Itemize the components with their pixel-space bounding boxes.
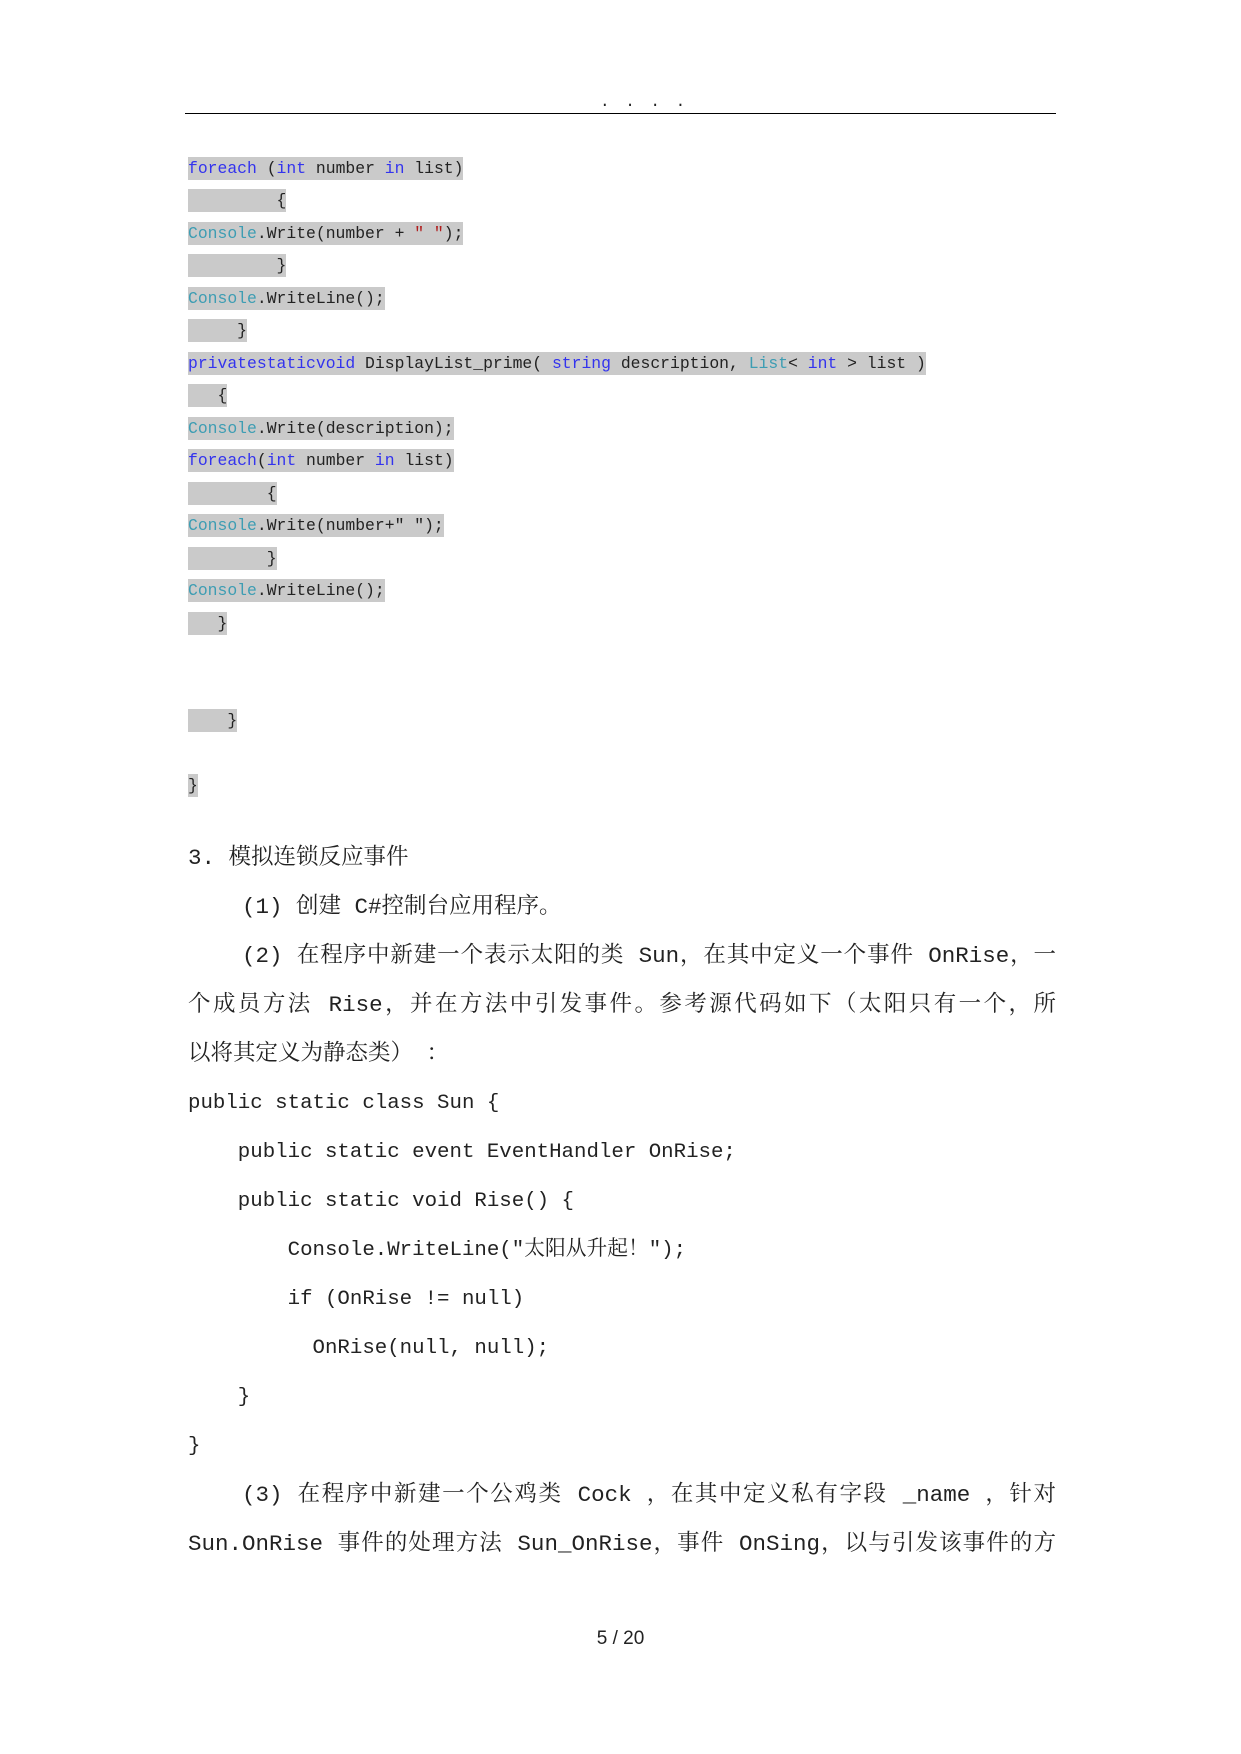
code-token: } [188,321,248,341]
code-line [188,770,1056,803]
code-line [188,250,1056,283]
code-token: int [807,353,838,373]
code-line-highlight [188,319,247,342]
code-line-highlight [188,254,286,277]
step-3-line: Sun.OnRise 事件的处理方法 Sun_OnRise，事件 OnSing，以与引发该事件的方 [188,1531,1056,1557]
section-body [188,834,1056,1569]
code-line-highlight [188,579,385,602]
code-token: " " [414,223,444,243]
code-line: public static event EventHandler OnRise; [188,1141,736,1164]
blank-line [188,737,1056,770]
code-line [188,282,1056,315]
code-token: { [188,191,287,211]
code-token: string [551,353,611,373]
blank-line [188,640,1056,673]
code-line-highlight [188,547,277,570]
code-token: } [188,613,228,633]
code-line-highlight [188,449,454,472]
header-marks: . . . . [600,93,689,111]
code-line [188,607,1056,640]
code-token: list) [394,451,454,471]
code-token: number [296,451,375,471]
sun-class-code [188,1079,1056,1471]
code-token: Console [188,581,257,601]
code-line [188,477,1056,510]
code-line [188,185,1056,218]
code-line-highlight [188,189,286,212]
code-line [188,152,1056,185]
code-token: Console [188,223,257,243]
code-token: DisplayList_prime( [355,353,552,373]
code-token: .Write(number + [256,223,415,243]
code-token: description, [610,353,749,373]
code-line [188,347,1056,380]
code-token: privatestaticvoid [188,353,356,373]
step-3-line: (3) 在程序中新建一个公鸡类 Cock ，在其中定义私有字段 _name ，针对 [242,1482,1056,1508]
code-token: } [188,776,198,796]
step-2-line: 个成员方法 Rise，并在方法中引发事件。参考源代码如下（太阳只有一个，所 [188,992,1056,1018]
code-token: number [306,158,385,178]
code-token: } [188,256,287,276]
code-token: .WriteLine(); [256,288,385,308]
code-line [188,575,1056,608]
code-line-highlight [188,482,277,505]
code-line: public static void Rise() { [188,1190,575,1213]
code-line: public static class Sun { [188,1092,500,1115]
step-1-text: (1) 创建 C#控制台应用程序。 [242,894,562,920]
code-line [188,705,1056,738]
code-token: .Write(description); [256,418,454,438]
code-token: Console [188,418,257,438]
code-line-highlight [188,352,926,375]
code-token: } [188,548,277,568]
code-token: in [374,451,395,471]
code-token: { [188,483,277,503]
page-number: 5 / 20 [596,1628,645,1649]
code-line: OnRise(null, null); [188,1337,550,1360]
section-heading: 3. 模拟连锁反应事件 [188,845,409,871]
code-line: if (OnRise != null) [188,1288,525,1311]
code-line-highlight [188,774,198,797]
blank-line [188,672,1056,705]
code-token: < [788,353,808,373]
code-token: Console [188,516,257,536]
code-token: list) [404,158,464,178]
code-line: } [188,1386,251,1409]
code-token: ); [443,223,464,243]
code-listing [188,152,1056,802]
code-token: in [384,158,405,178]
code-line-highlight [188,157,463,180]
code-line: Console.WriteLine("太阳从升起！"); [188,1239,687,1262]
step-2-line: (2) 在程序中新建一个表示太阳的类 Sun，在其中定义一个事件 OnRise，一 [242,943,1056,969]
step-2-line: 以将其定义为静态类） ： [188,1041,450,1067]
code-token: List [748,353,789,373]
code-token: Console [188,288,257,308]
code-line-highlight [188,222,463,245]
code-token: ( [256,158,277,178]
code-line [188,445,1056,478]
code-line [188,510,1056,543]
code-token: > list ) [837,353,926,373]
code-line-highlight [188,287,385,310]
code-line-highlight [188,612,227,635]
code-line-highlight [188,384,227,407]
code-line [188,315,1056,348]
code-line [188,412,1056,445]
code-token: .Write(number+" "); [256,516,444,536]
code-token: .WriteLine(); [256,581,385,601]
code-line [188,542,1056,575]
code-token: } [188,711,238,731]
code-line-highlight [188,709,237,732]
code-line [188,217,1056,250]
header-rule [185,113,1056,114]
code-token: int [276,158,307,178]
code-token: ( [256,451,267,471]
code-token: foreach [188,158,257,178]
code-token: { [188,386,228,406]
code-token: int [266,451,297,471]
code-token: foreach [188,451,257,471]
code-line-highlight [188,417,454,440]
code-line: } [188,1435,201,1458]
code-line [188,380,1056,413]
code-line-highlight [188,514,444,537]
